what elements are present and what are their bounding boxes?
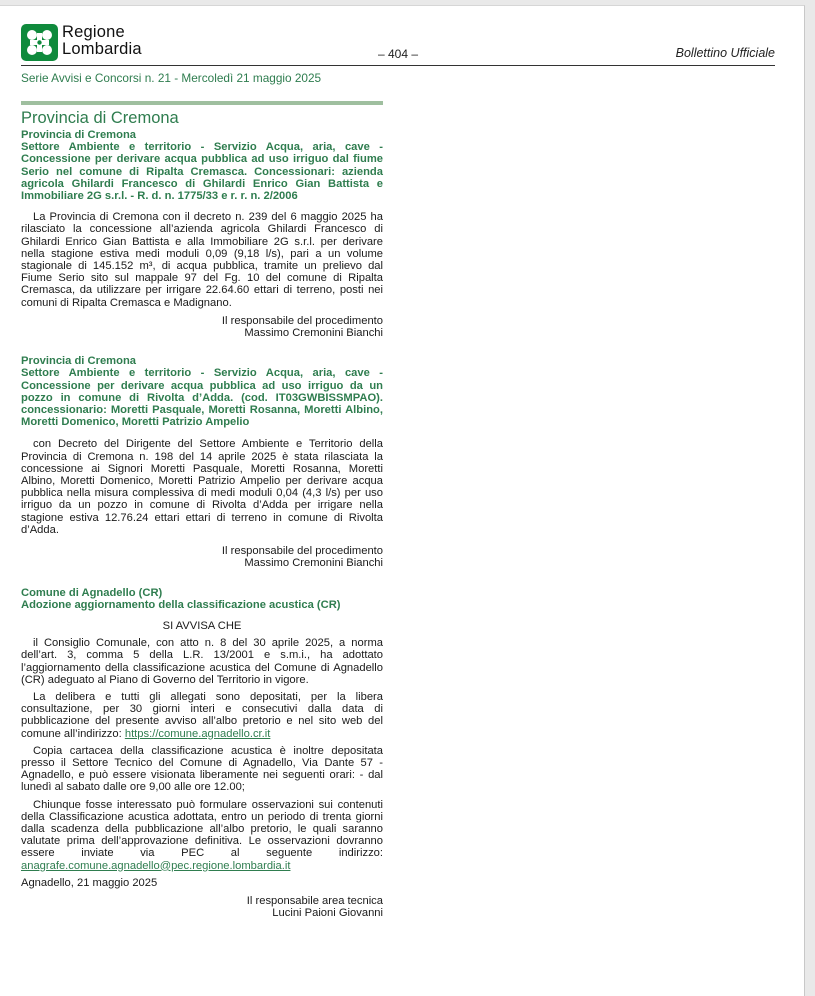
notice-1-sign-name: Massimo Cremonini Bianchi <box>244 327 383 340</box>
header-divider <box>21 65 775 66</box>
notice-3-heading <box>21 587 383 611</box>
place-date: Agnadello, 21 maggio 2025 <box>21 876 158 889</box>
notice-2-title: Settore Ambiente e territorio - Servizio Acqua, aria, cave - Concessione per derivare acqua pubblica ad uso irriguo da un pozzo in comune di Rivolta d’Adda. (cod. IT03GWBISSMPAO). concessionario: Moretti Pasquale, Moretti Rosanna, Moretti Albino, Moretti Domenico, Moretti Patrizio Ampelio <box>21 367 383 429</box>
notice-1-signature <box>21 315 383 339</box>
notice-1-body: La Provincia di Cremona con il decreto n. 239 del 6 maggio 2025 ha rilasciato la concessione all’azienda agricola Ghilardi Francesco di Ghilardi Enrico Gian Battista e alla Immobiliare 2G s.r.l. per derivare nella stagione estiva medi moduli 0,09 (9,18 l/s), pari a un volume stagionale di 145.152 m³, di acqua pubblica, tramite un prelievo dal Fiume Serio sito sul mappale 97 del Fg. 10 del comune di Ripalta Cremasca, da utilizzare per irrigare 22.64.60 ettari di terreno, posti nei comuni di Ripalta Cremasca e Madignano. <box>21 211 383 309</box>
notice-3-p4-text: Chiunque fosse interessato può formulare osservazioni sui contenuti della Classificazione acustica adottata, entro un periodo di trenta giorni dalla scadenza della pubblicazione all’albo pretorio, le quali saranno valutate prima dell’approvazione definitiva. Le osservazioni dovranno essere inviate via PEC al seguente indirizzo: <box>21 798 383 860</box>
notice-2-signature <box>21 545 383 569</box>
notice-3-avvisa: SI AVVISA CHE <box>162 619 242 632</box>
notice-3-paragraph-1: il Consiglio Comunale, con atto n. 8 del 30 aprile 2025, a norma dell’art. 3, comma 5 della L.R. 13/2001 e s.m.i., ha adottato l’aggiornamento della classificazione acustica del Comune di Agnadello (CR) adeguato al Piano di Governo del Territorio in vigore. <box>21 637 383 686</box>
notice-2-body: con Decreto del Dirigente del Settore Ambiente e Territorio della Provincia di Cremona n. 198 del 14 aprile 2025 è stata rilasciata la concessione ai Signori Moretti Pasquale, Moretti Rosanna, Moretti Albino, Moretti Domenico, Moretti Patrizio Ampelio per derivare acqua pubblica nella misura complessiva di medi moduli 0,04 (4,3 l/s) per uso irriguo da un pozzo in comune di Rivolta d’Adda per irrigare nella stagione estiva 12.76.24 ettari ettari di terreno in comune di Rivolta d’Adda. <box>21 438 383 536</box>
notice-1-title: Settore Ambiente e territorio - Servizio Acqua, aria, cave - Concessione per derivare acqua pubblica ad uso irriguo dal fiume Serio nel comune di Ripalta Cremasca. Concessionari: azienda agricola Ghilardi Francesco di Ghilardi Enrico Gian Battista e Immobiliare 2G s.r.l. - R. d. n. 1775/33 e r. r. n. 2/2006 <box>21 141 383 203</box>
notice-2-sign-role: Il responsabile del procedimento <box>221 545 383 558</box>
logo-line-2: Lombardia <box>62 40 142 58</box>
notice-3-paragraph-3: Copia cartacea della classificazione acustica è inoltre depositata presso il Settore Tecnico del Comune di Agnadello, Via Dante 57 - Agnadello, e può essere visionata liberamente nei seguenti orari: - dal lunedì al sabato dalle ore 9,00 alle ore 12.00; <box>21 744 383 794</box>
notice-3-entity: Comune di Agnadello (CR) <box>21 586 163 599</box>
notice-3-title: Adozione aggiornamento della classificazione acustica (CR) <box>21 598 341 611</box>
series-line: Serie Avvisi e Concorsi n. 21 - Mercoledì 21 maggio 2025 <box>21 71 322 85</box>
regione-lombardia-logo-icon <box>21 24 58 61</box>
notice-3-sign-role: Il responsabile area tecnica <box>246 894 383 907</box>
section-bar <box>21 101 383 105</box>
logo-line-1: Regione <box>62 23 125 41</box>
notice-3-sign-name: Lucini Paioni Giovanni <box>272 907 383 920</box>
notice-3-signature <box>21 895 383 919</box>
page-number: – 404 – <box>378 47 419 61</box>
pec-email-link[interactable]: anagrafe.comune.agnadello@pec.regione.lombardia.it <box>21 859 291 872</box>
left-column <box>21 101 383 919</box>
notice-2 <box>21 355 383 569</box>
logo-wordmark <box>62 24 142 58</box>
notice-3-paragraph-2 <box>21 691 383 740</box>
notice-3-p2-text: La delibera e tutti gli allegati sono depositati, per la libera consultazione, per 30 giorni interi e consecutivi dalla data di pubblicazione del presente avviso all’albo pretorio e nel sito web del comune all’indirizzo: <box>21 690 383 740</box>
notice-1-entity: Provincia di Cremona <box>21 129 137 141</box>
notice-2-heading <box>21 355 383 428</box>
website-link[interactable]: https://comune.agnadello.cr.it <box>124 727 271 740</box>
notice-3 <box>21 587 383 920</box>
section-title: Provincia di Cremona <box>21 109 179 127</box>
notice-2-sign-name: Massimo Cremonini Bianchi <box>244 557 383 570</box>
notice-1-heading <box>21 129 383 202</box>
notice-1 <box>21 129 383 339</box>
notice-3-paragraph-4 <box>21 799 383 872</box>
document-page <box>0 5 805 996</box>
notice-2-entity: Provincia di Cremona <box>21 355 137 368</box>
publication-title: Bollettino Ufficiale <box>675 46 775 60</box>
notice-1-sign-role: Il responsabile del procedimento <box>221 314 383 327</box>
